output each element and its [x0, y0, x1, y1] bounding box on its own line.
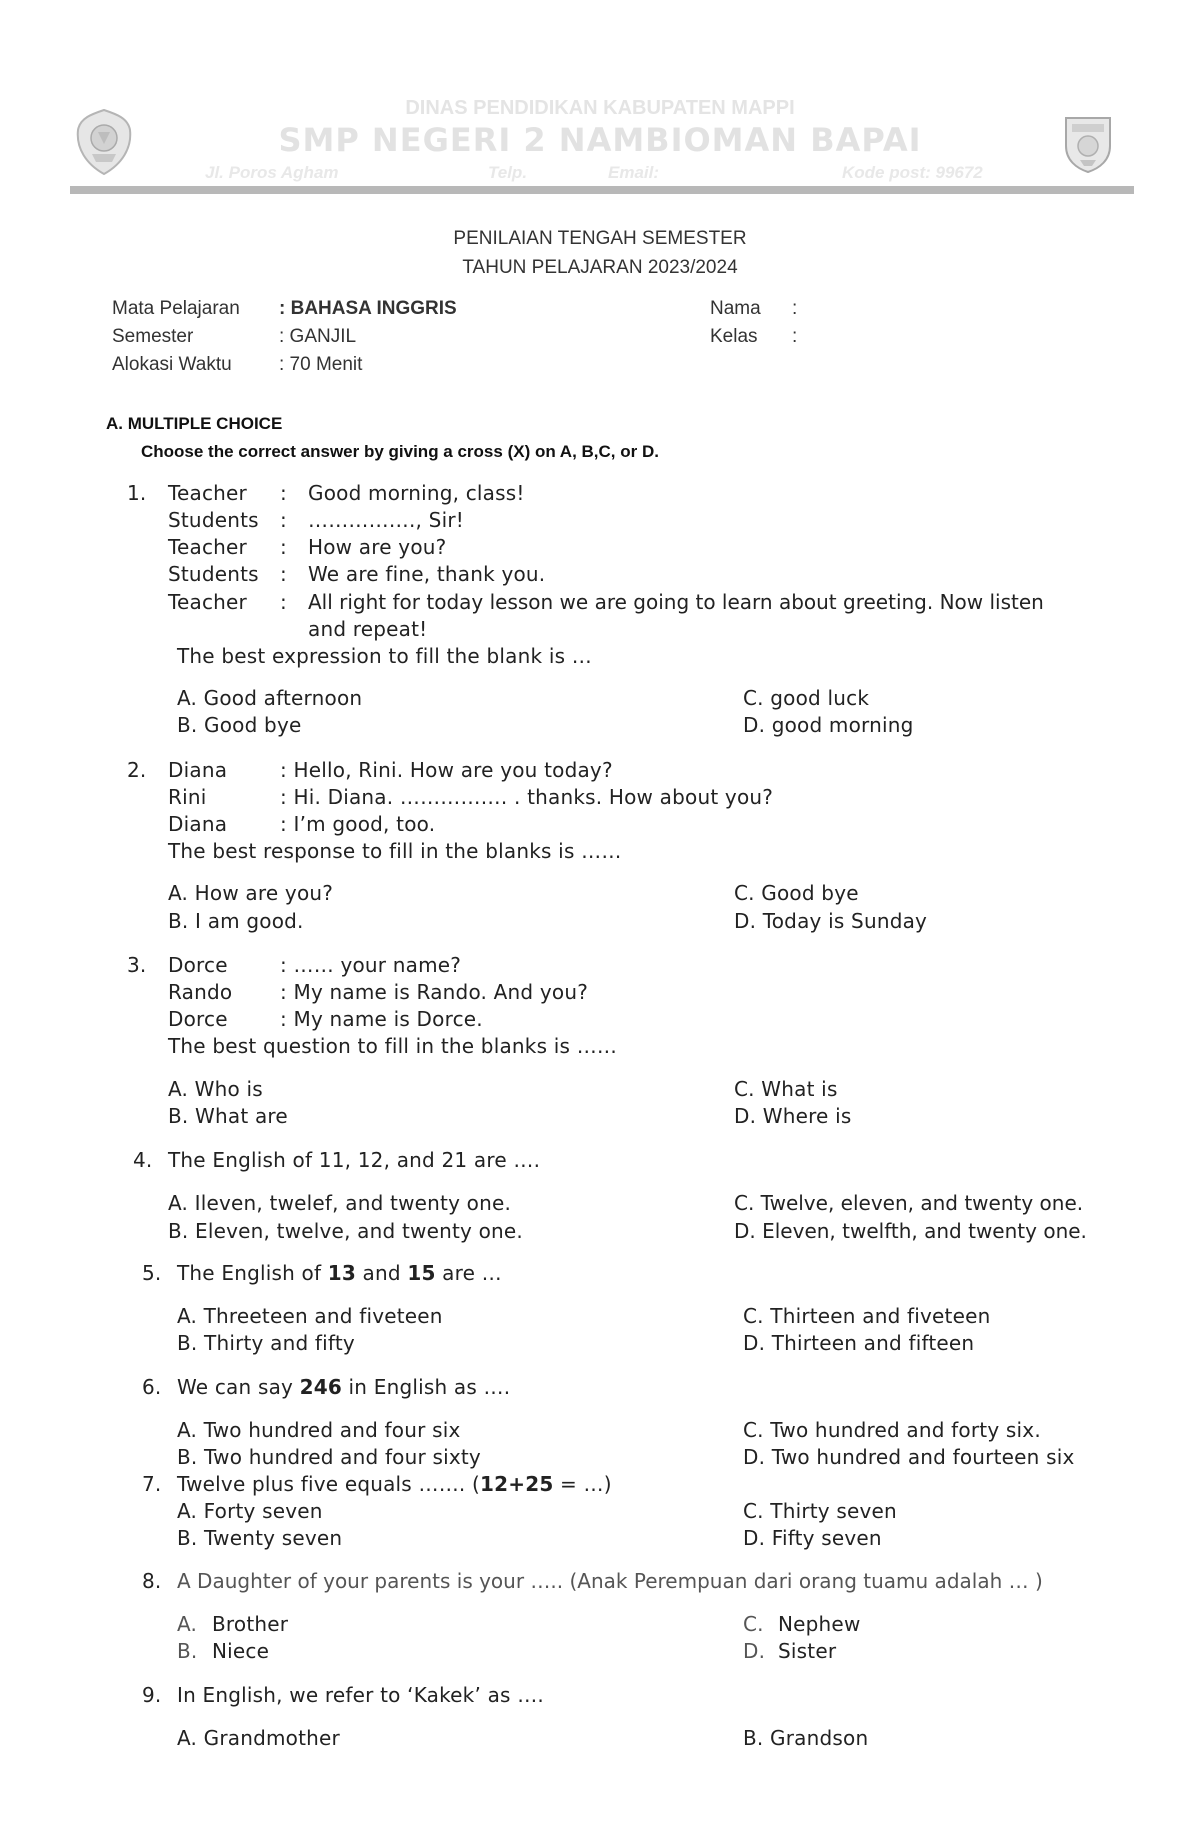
subject-value: : BAHASA INGGRIS	[279, 298, 457, 319]
header-divider	[70, 186, 1134, 194]
q1-option-c[interactable]: C. good luck	[743, 686, 870, 710]
q1-colon: :	[280, 508, 287, 532]
q7-option-c[interactable]: C. Thirty seven	[743, 1499, 897, 1523]
name-field: :	[792, 298, 798, 319]
q4-option-c[interactable]: C. Twelve, eleven, and twenty one.	[734, 1191, 1084, 1215]
q6-option-d[interactable]: D. Two hundred and fourteen six	[743, 1445, 1075, 1469]
agency-name: DINAS PENDIDIKAN KABUPATEN MAPPI	[405, 97, 795, 119]
q5-option-b[interactable]: B. Thirty and fifty	[177, 1331, 355, 1355]
q6-number: 6.	[142, 1375, 162, 1399]
semester-value: : GANJIL	[279, 326, 357, 347]
q1-option-d[interactable]: D. good morning	[743, 713, 914, 737]
q3-line: : My name is Rando. And you?	[280, 980, 589, 1004]
q5-option-c[interactable]: C. Thirteen and fiveteen	[743, 1304, 991, 1328]
q9-option-b[interactable]: B. Grandson	[743, 1726, 869, 1750]
q3-speaker: Dorce	[168, 953, 228, 977]
q3-prompt: The best question to fill in the blanks is ……	[168, 1034, 618, 1058]
time-label: Alokasi Waktu	[112, 354, 232, 375]
q7-option-d[interactable]: D. Fifty seven	[743, 1526, 882, 1550]
q1-colon: :	[280, 562, 287, 586]
q7-option-a[interactable]: A. Forty seven	[177, 1499, 323, 1523]
q3-option-d[interactable]: D. Where is	[734, 1104, 852, 1128]
q2-line: : I’m good, too.	[280, 812, 436, 836]
q3-line: : …… your name?	[280, 953, 462, 977]
q8-option-a-letter: A.	[177, 1612, 198, 1636]
q8-option-d-letter: D.	[743, 1639, 766, 1663]
name-label: Nama	[710, 298, 761, 319]
q3-number: 3.	[127, 953, 147, 977]
q8-question: A Daughter of your parents is your ….. (Anak Perempuan dari orang tuamu adalah … )	[177, 1569, 1043, 1593]
subject-label: Mata Pelajaran	[112, 298, 240, 319]
q1-speaker: Teacher	[168, 535, 247, 559]
q7-question: Twelve plus five equals ……. (12+25 = …)	[177, 1472, 612, 1496]
q1-colon: :	[280, 481, 287, 505]
q2-speaker: Rini	[168, 785, 207, 809]
phone-label: Telp.	[488, 163, 528, 182]
email-label: Email:	[608, 163, 660, 182]
exam-title: PENILAIAN TENGAH SEMESTER	[453, 228, 747, 249]
q2-speaker: Diana	[168, 812, 228, 836]
q8-option-b[interactable]: Niece	[212, 1639, 270, 1663]
section-instruction: Choose the correct answer by giving a cross (X) on A, B,C, or D.	[141, 442, 659, 461]
q6-question: We can say 246 in English as ….	[177, 1375, 511, 1399]
q8-option-d[interactable]: Sister	[778, 1639, 837, 1663]
time-value: : 70 Menit	[279, 354, 363, 375]
q3-option-b[interactable]: B. What are	[168, 1104, 288, 1128]
q4-option-b[interactable]: B. Eleven, twelve, and twenty one.	[168, 1219, 523, 1243]
q1-line: All right for today lesson we are going to learn about greeting. Now listen	[308, 590, 1044, 614]
q2-line: : Hi. Diana. ……………. . thanks. How about you?	[280, 785, 774, 809]
q3-option-c[interactable]: C. What is	[734, 1077, 838, 1101]
q8-option-c-letter: C.	[743, 1612, 764, 1636]
q2-option-a[interactable]: A. How are you?	[168, 881, 334, 905]
q3-speaker: Dorce	[168, 1007, 228, 1031]
q2-prompt: The best response to fill in the blanks is ……	[168, 839, 622, 863]
section-title: A. MULTIPLE CHOICE	[106, 414, 283, 433]
q1-number: 1.	[127, 481, 147, 505]
q2-option-b[interactable]: B. I am good.	[168, 909, 304, 933]
q2-speaker: Diana	[168, 758, 228, 782]
semester-label: Semester	[112, 326, 194, 347]
q1-speaker: Students	[168, 508, 259, 532]
q8-option-a[interactable]: Brother	[212, 1612, 289, 1636]
q6-option-b[interactable]: B. Two hundred and four sixty	[177, 1445, 481, 1469]
q1-prompt: The best expression to fill the blank is …	[177, 644, 592, 668]
q8-option-c[interactable]: Nephew	[778, 1612, 861, 1636]
q4-question: The English of 11, 12, and 21 are ….	[168, 1148, 541, 1172]
q9-option-a[interactable]: A. Grandmother	[177, 1726, 340, 1750]
q6-option-a[interactable]: A. Two hundred and four six	[177, 1418, 461, 1442]
q1-line: How are you?	[308, 535, 447, 559]
q1-speaker: Teacher	[168, 481, 247, 505]
q4-option-a[interactable]: A. Ileven, twelef, and twenty one.	[168, 1191, 512, 1215]
q1-speaker: Teacher	[168, 590, 247, 614]
q9-question: In English, we refer to ‘Kakek’ as ….	[177, 1683, 544, 1707]
q1-colon: :	[280, 535, 287, 559]
q1-option-b[interactable]: B. Good bye	[177, 713, 302, 737]
q2-number: 2.	[127, 758, 147, 782]
q3-line: : My name is Dorce.	[280, 1007, 483, 1031]
q2-option-d[interactable]: D. Today is Sunday	[734, 909, 928, 933]
q1-speaker: Students	[168, 562, 259, 586]
q3-option-a[interactable]: A. Who is	[168, 1077, 263, 1101]
q1-line: ……………., Sir!	[308, 508, 464, 532]
q1-line: We are fine, thank you.	[308, 562, 546, 586]
class-field: :	[792, 326, 798, 347]
exam-year: TAHUN PELAJARAN 2023/2024	[462, 257, 738, 278]
q9-number: 9.	[142, 1683, 162, 1707]
q1-option-a[interactable]: A. Good afternoon	[177, 686, 363, 710]
q1-line-continuation: and repeat!	[308, 617, 428, 641]
q2-line: : Hello, Rini. How are you today?	[280, 758, 613, 782]
q1-colon: :	[280, 590, 287, 614]
q1-line: Good morning, class!	[308, 481, 525, 505]
q3-speaker: Rando	[168, 980, 233, 1004]
q5-question: The English of 13 and 15 are …	[177, 1261, 502, 1285]
postcode: Kode post: 99672	[842, 163, 983, 182]
q8-option-b-letter: B.	[177, 1639, 198, 1663]
q4-option-d[interactable]: D. Eleven, twelfth, and twenty one.	[734, 1219, 1087, 1243]
q5-number: 5.	[142, 1261, 162, 1285]
q8-number: 8.	[142, 1569, 162, 1593]
q5-option-d[interactable]: D. Thirteen and fifteen	[743, 1331, 975, 1355]
q7-option-b[interactable]: B. Twenty seven	[177, 1526, 343, 1550]
school-address: Jl. Poros Agham	[205, 163, 339, 182]
q7-number: 7.	[142, 1472, 162, 1496]
q5-option-a[interactable]: A. Threeteen and fiveteen	[177, 1304, 443, 1328]
q4-number: 4.	[133, 1148, 153, 1172]
q6-option-c[interactable]: C. Two hundred and forty six.	[743, 1418, 1041, 1442]
school-name: SMP NEGERI 2 NAMBIOMAN BAPAI	[278, 121, 922, 159]
class-label: Kelas	[710, 326, 758, 347]
q2-option-c[interactable]: C. Good bye	[734, 881, 859, 905]
